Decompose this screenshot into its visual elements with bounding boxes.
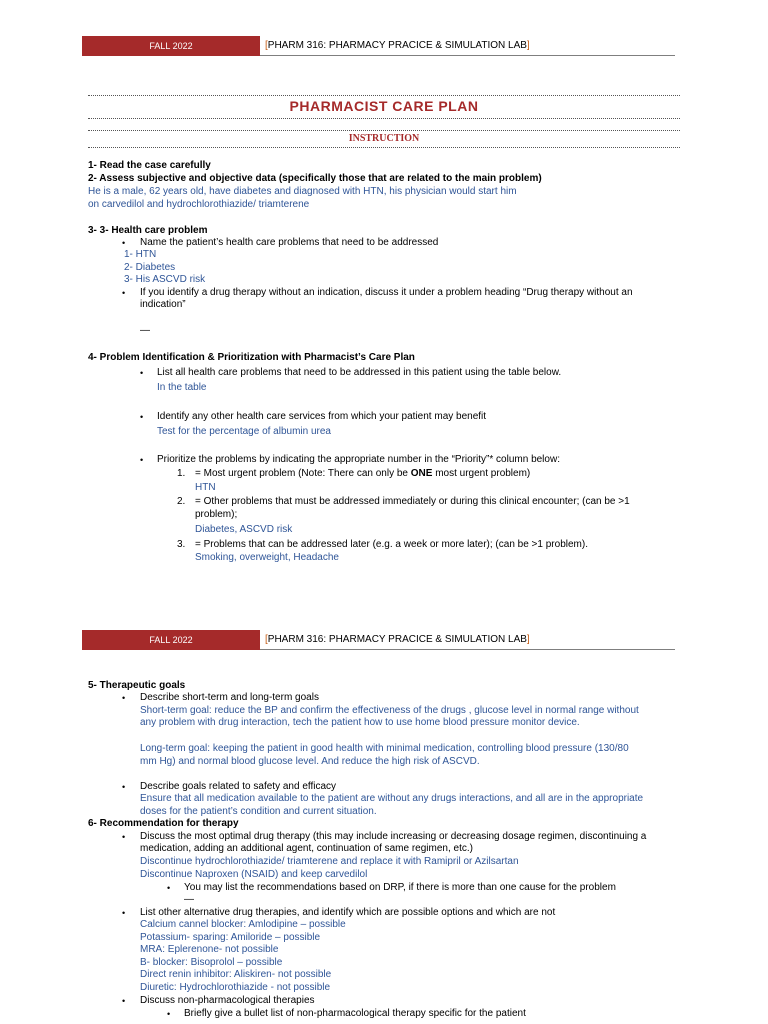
course-title-text: PHARM 316: PHARMACY PRACICE & SIMULATION LAB: [267, 40, 527, 51]
priority-3-text: = Problems that can be addressed later (e.g. a week or more later); (can be >1 problem).: [195, 539, 588, 550]
alternative-therapy: MRA: Eplerenone- not possible: [140, 944, 279, 955]
alternative-therapy: Potassium- sparing: Amiloride – possible: [140, 932, 321, 943]
alternative-therapy: Diuretic: Hydrochlorothiazide - not possible: [140, 982, 331, 993]
dash-mark: —: [184, 894, 194, 905]
bullet-icon: •: [122, 238, 126, 248]
step-6-bullet: medication, adding an additional agent, continuation of same regimen, etc.): [140, 843, 473, 854]
dotted-divider: [88, 95, 680, 96]
priority-number: 1.: [177, 468, 186, 479]
bullet-icon: •: [122, 996, 126, 1006]
bullet-icon: •: [167, 1009, 171, 1019]
priority-1-answer: HTN: [195, 482, 216, 493]
priority-1-text: [195, 468, 530, 480]
safety-goal: Ensure that all medication available to the patient are without any drugs interactions, and all are in the appropriate: [140, 793, 644, 804]
problem-list-item: 2- Diabetes: [124, 262, 176, 273]
step-5-bullet: Describe goals related to safety and efficacy: [140, 781, 337, 792]
bullet-icon: •: [140, 455, 144, 465]
priority-2-text: = Other problems that must be addressed immediately or during this clinical encounter; (can be >1: [195, 496, 630, 507]
bullet-icon: •: [140, 368, 144, 378]
page-title: PHARMACIST CARE PLAN: [289, 98, 479, 114]
term-badge: FALL 2022: [82, 630, 260, 650]
long-term-goal: mm Hg) and normal blood glucose level. And reduce the high risk of ASCVD.: [140, 756, 480, 767]
step-2-answer: on carvedilol and hydrochlorothiazide/ triamterene: [88, 199, 310, 210]
step-3-bullet: If you identify a drug therapy without an indication, discuss it under a problem heading “Drug therapy without an: [140, 287, 633, 298]
dotted-divider: [88, 130, 680, 131]
priority-3-answer: Smoking, overweight, Headache: [195, 552, 339, 563]
priority-1-emphasis: ONE: [410, 468, 433, 479]
course-title-text: PHARM 316: PHARMACY PRACICE & SIMULATION LAB: [267, 634, 527, 645]
short-term-goal: any problem with drug interaction, tech the patient how to use home blood pressure monitor device.: [140, 717, 580, 728]
dotted-divider: [88, 118, 680, 119]
priority-1-text-post: most urgent problem): [432, 468, 531, 479]
alternative-therapy: B- blocker: Bisoprolol – possible: [140, 957, 283, 968]
priority-2-text: problem);: [195, 509, 238, 520]
priority-number: 2.: [177, 496, 186, 507]
step-5-heading: 5- Therapeutic goals: [88, 680, 186, 691]
step-4-answer: Test for the percentage of albumin urea: [157, 426, 331, 437]
dash-mark: —: [140, 325, 150, 336]
step-4-answer: In the table: [157, 382, 207, 393]
header-rule: [260, 55, 675, 56]
bullet-icon: •: [167, 883, 171, 893]
step-6-sub-bullet: Briefly give a bullet list of non-pharmacological therapy specific for the patient: [184, 1008, 526, 1019]
problem-list-item: 1- HTN: [124, 249, 157, 260]
bullet-icon: •: [122, 693, 126, 703]
step-1-heading: 1- Read the case carefully: [88, 160, 211, 171]
step-6-heading: 6- Recommendation for therapy: [88, 818, 239, 829]
course-title: [PHARM 316: PHARMACY PRACICE & SIMULATION LAB]: [265, 40, 530, 51]
step-4-bullet: Identify any other health care services from which your patient may benefit: [157, 411, 487, 422]
step-5-bullet: Describe short-term and long-term goals: [140, 692, 319, 703]
short-term-goal: Short-term goal: reduce the BP and confirm the effectiveness of the drugs , glucose level in normal range without: [140, 705, 639, 716]
page-subtitle: INSTRUCTION: [348, 133, 420, 144]
step-3-heading: 3- 3- Health care problem: [88, 225, 208, 236]
problem-list-item: 3- His ASCVD risk: [124, 274, 206, 285]
bullet-icon: •: [140, 412, 144, 422]
long-term-goal: Long-term goal: keeping the patient in good health with minimal medication, controlling blood pressure (130/80: [140, 743, 629, 754]
header-rule: [260, 649, 675, 650]
step-4-heading: 4- Problem Identification & Prioritization with Pharmacist’s Care Plan: [88, 352, 415, 363]
dotted-divider: [88, 147, 680, 148]
step-3-bullet: Name the patient’s health care problems that need to be addressed: [140, 237, 439, 248]
step-6-sub-bullet: You may list the recommendations based on DRP, if there is more than one cause for the problem: [184, 882, 616, 893]
step-6-bullet: Discuss the most optimal drug therapy (this may include increasing or decreasing dosage regimen, discontinuing a: [140, 831, 647, 842]
step-6-bullet: Discuss non-pharmacological therapies: [140, 995, 315, 1006]
step-2-heading: 2- Assess subjective and objective data (specifically those that are related to the main problem): [88, 173, 542, 184]
step-6-bullet: List other alternative drug therapies, and identify which are possible options and which are not: [140, 907, 556, 918]
course-title: [PHARM 316: PHARMACY PRACICE & SIMULATION LAB]: [265, 634, 530, 645]
priority-2-answer: Diabetes, ASCVD risk: [195, 524, 293, 535]
priority-number: 3.: [177, 539, 186, 550]
bullet-icon: •: [122, 782, 126, 792]
term-badge: FALL 2022: [82, 36, 260, 56]
bullet-icon: •: [122, 832, 126, 842]
bullet-icon: •: [122, 288, 126, 298]
step-2-answer: He is a male, 62 years old, have diabetes and diagnosed with HTN, his physician would start him: [88, 186, 517, 197]
step-4-bullet: Prioritize the problems by indicating the appropriate number in the “Priority”* column below:: [157, 454, 560, 465]
step-3-bullet: indication”: [140, 299, 186, 310]
priority-1-text-pre: = Most urgent problem (Note: There can only be: [195, 468, 411, 479]
alternative-therapy: Direct renin inhibitor: Aliskiren- not possible: [140, 969, 332, 980]
safety-goal: doses for the patient’s condition and current situation.: [140, 806, 377, 817]
step-4-bullet: List all health care problems that need to be addressed in this patient using the table below.: [157, 367, 562, 378]
alternative-therapy: Calcium cannel blocker: Amlodipine – possible: [140, 919, 346, 930]
recommendation: Discontinue hydrochlorothiazide/ triamterene and replace it with Ramipril or Azilsartan: [140, 856, 519, 867]
bullet-icon: •: [122, 908, 126, 918]
recommendation: Discontinue Naproxen (NSAID) and keep carvedilol: [140, 869, 368, 880]
